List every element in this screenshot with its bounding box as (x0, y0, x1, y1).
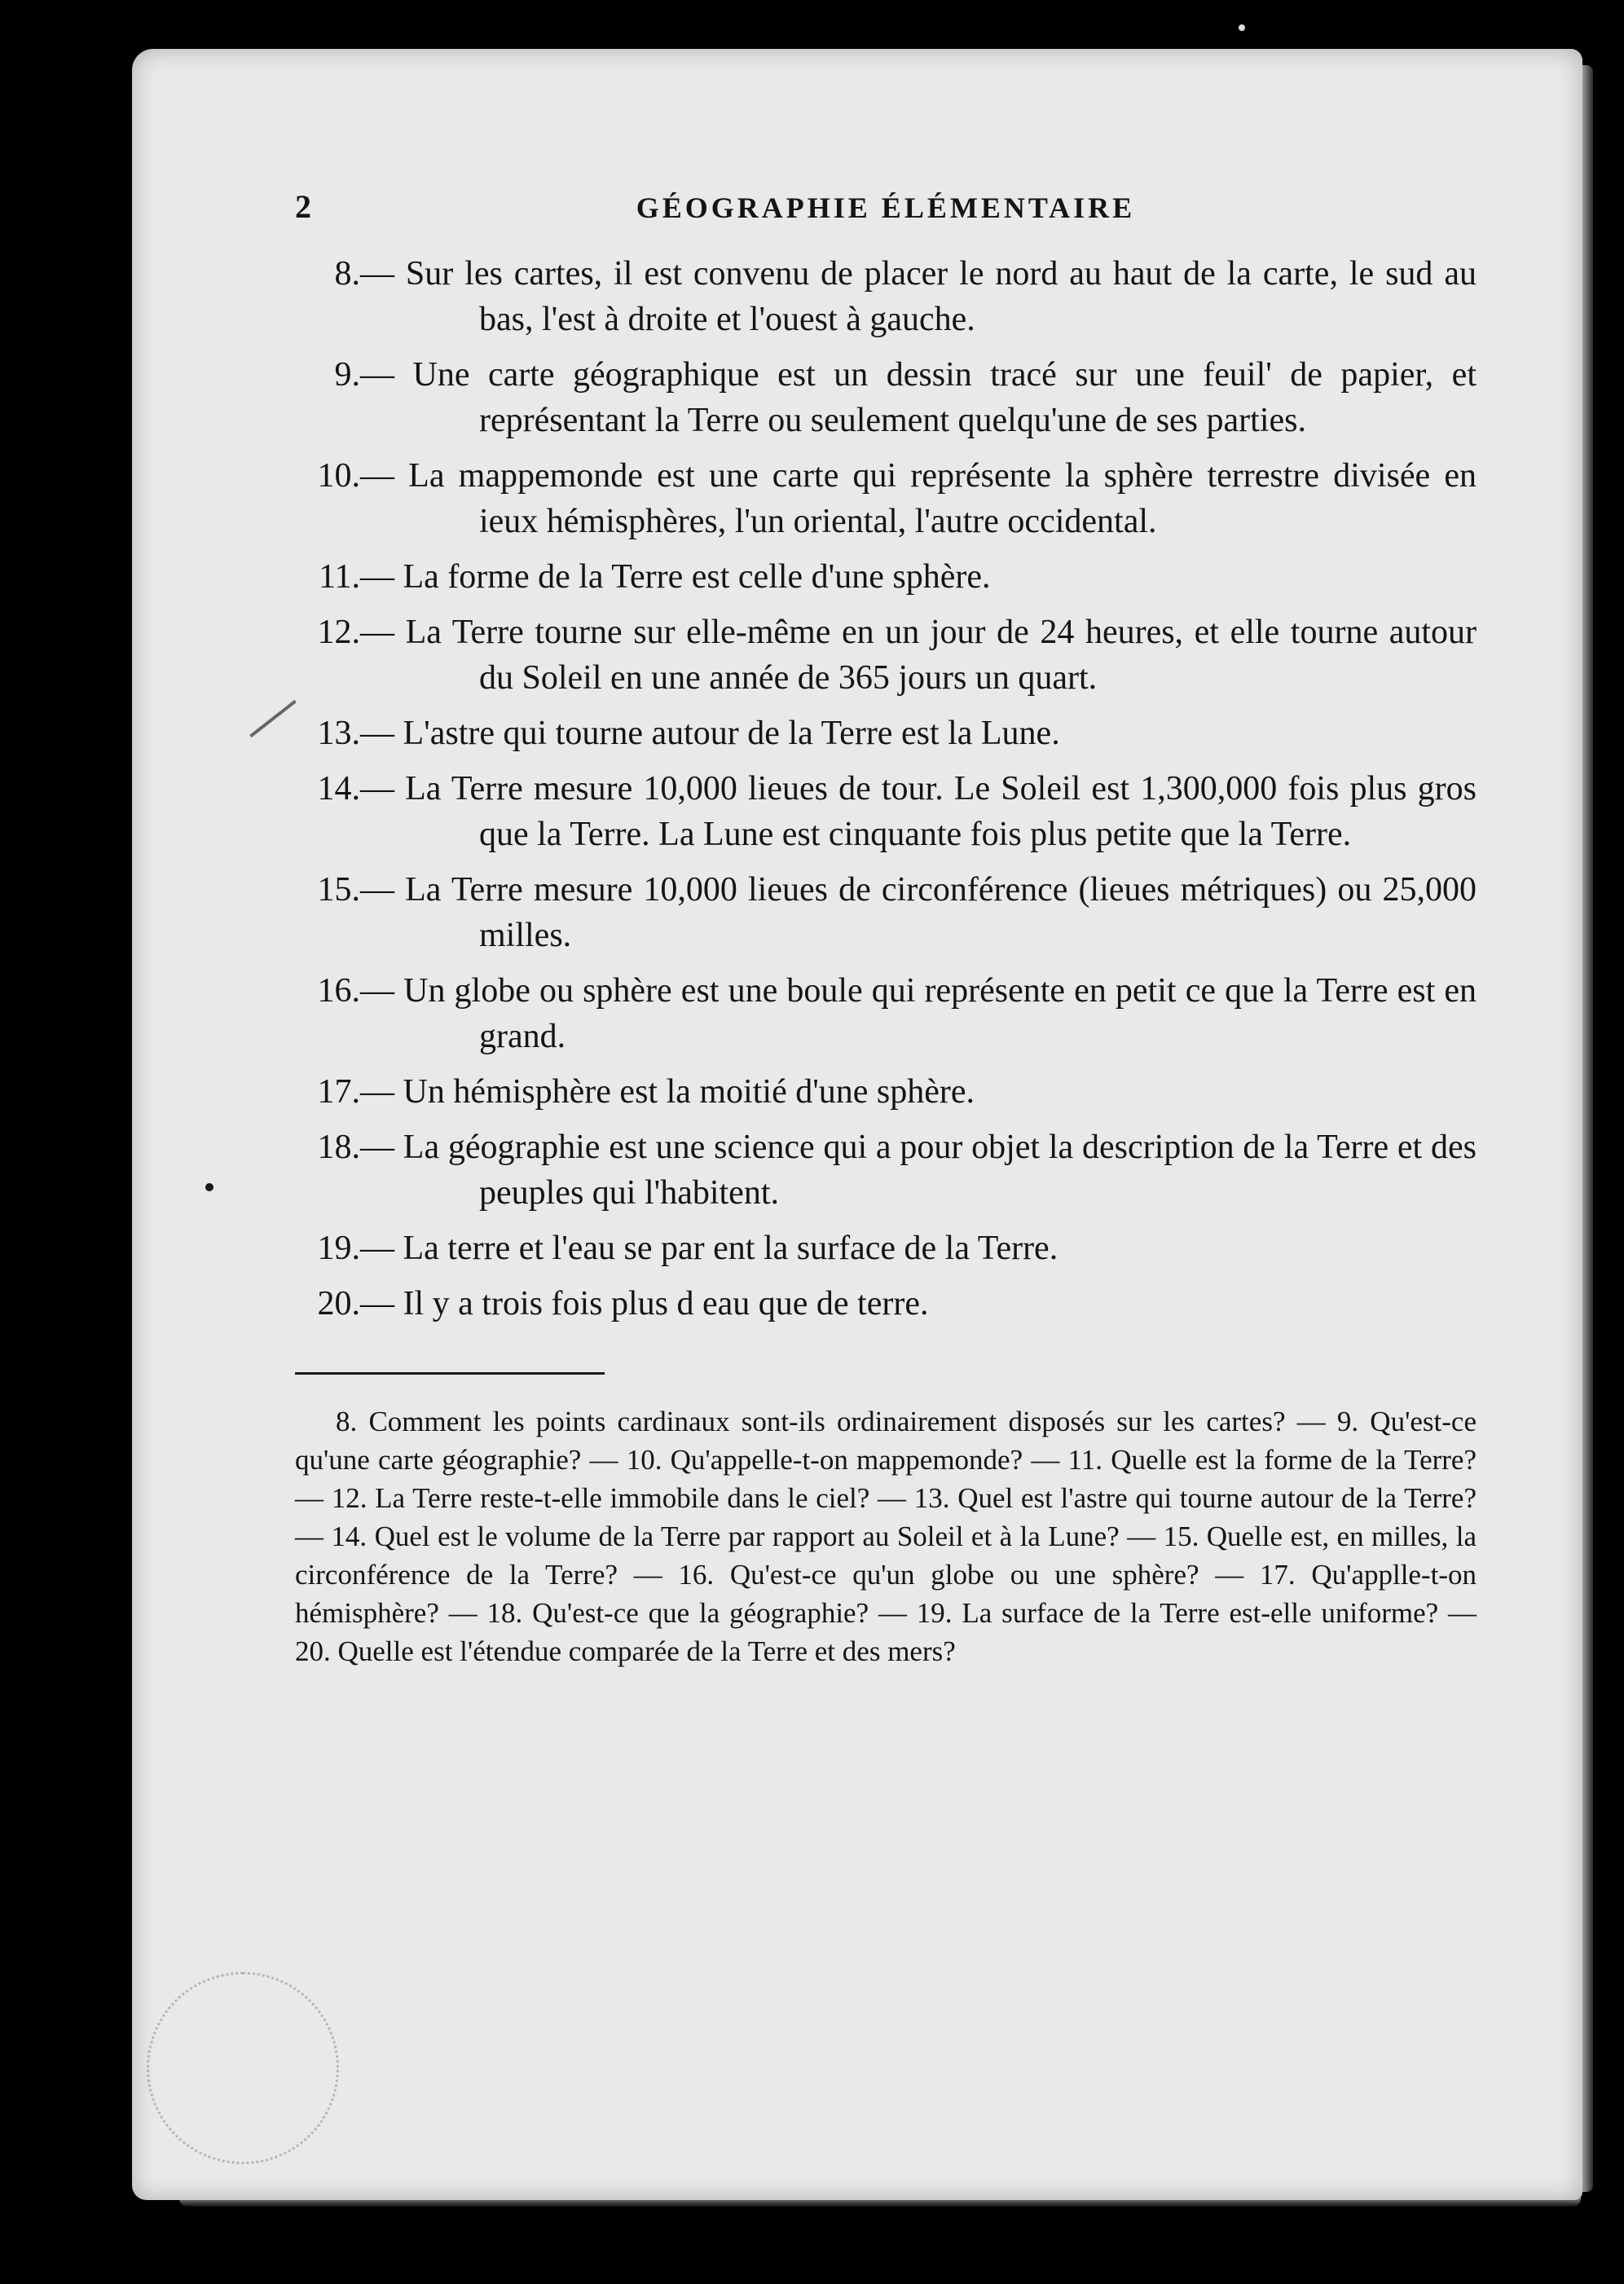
item-number: 14. (317, 770, 360, 808)
item-number: 10. (317, 457, 360, 495)
item-text: — Une carte géographique est un dessin tracé sur une feuil' de papier, et représentant la Terre ou seulement quelqu'une de ses parties. (360, 356, 1477, 439)
list-item (295, 711, 1477, 756)
item-text: — La mappemonde est une carte qui représente la sphère terrestre divisée en ieux hémisphères, l'un oriental, l'autre occidental. (360, 457, 1477, 540)
list-item (295, 1069, 1477, 1115)
list-item (295, 554, 1477, 600)
list-item (295, 610, 1477, 701)
list-item (295, 1226, 1477, 1271)
list-item (295, 453, 1477, 544)
page-number: 2 (295, 188, 311, 225)
page-header (295, 187, 1477, 244)
item-number: 12. (317, 614, 360, 651)
running-head: GÉOGRAPHIE ÉLÉMENTAIRE (636, 191, 1136, 224)
item-text: — La terre et l'eau se par ent la surface de la Terre. (360, 1230, 1058, 1267)
item-number: 19. (317, 1230, 360, 1267)
numbered-items (295, 251, 1477, 1327)
item-text: — Un globe ou sphère est une boule qui représente en petit ce que la Terre est en grand. (360, 972, 1477, 1055)
item-text: — La forme de la Terre est celle d'une sphère. (360, 558, 991, 596)
item-number: 9. (334, 356, 360, 394)
footnote-rule (295, 1372, 605, 1375)
list-item (295, 1124, 1477, 1216)
dust-spot (1239, 24, 1245, 31)
item-text: — La Terre mesure 10,000 lieues de tour. Le Soleil est 1,300,000 fois plus gros que la Terre. La Lune est cinquante fois plus petite que la Terre. (360, 770, 1477, 853)
item-text: — La géographie est une science qui a pour objet la description de la Terre et des peuples qui l'habitent. (360, 1129, 1477, 1212)
page-content (295, 187, 1477, 1670)
list-item (295, 352, 1477, 443)
item-text: — Sur les cartes, il est convenu de placer le nord au haut de la carte, le sud au bas, l'est à droite et l'ouest à gauche. (360, 255, 1477, 338)
item-number: 11. (319, 558, 360, 596)
list-item (295, 251, 1477, 342)
faded-library-stamp (147, 1972, 339, 2164)
item-number: 8. (334, 255, 360, 293)
item-number: 17. (317, 1073, 360, 1111)
item-text: — Un hémisphère est la moitié d'une sphère. (360, 1073, 975, 1111)
item-text: — La Terre tourne sur elle-même en un jour de 24 heures, et elle tourne autour du Soleil en une année de 365 jours un quart. (360, 614, 1477, 697)
list-item (295, 968, 1477, 1059)
item-text: — L'astre qui tourne autour de la Terre est la Lune. (360, 715, 1060, 752)
review-questions: 8. Comment les points cardinaux sont-ils ordinairement disposés sur les cartes? — 9. Qu'est-ce qu'une carte géographie? — 10. Qu'appelle-t-on mappemonde? — 11. Quelle est la forme de la Terre? — 12. La Terre reste-t-elle immobile dans le ciel? — 13. Quel est l'astre qui tourne autour de la Terre? — 14. Quel est le volume de la Terre par rapport au Soleil et à la Lune? — 15. Quelle est, en milles, la circonférence de la Terre? — 16. Qu'est-ce qu'un globe ou une sphère? — 17. Qu'applle-t-on hémisphère? — 18. Qu'est-ce que la géographie? — 19. La surface de la Terre est-elle uniforme? — 20. Quelle est l'étendue comparée de la Terre et des mers? (295, 1406, 1477, 1667)
list-item (295, 867, 1477, 958)
item-number: 13. (317, 715, 360, 752)
list-item (295, 1281, 1477, 1327)
item-text: — La Terre mesure 10,000 lieues de circonférence (lieues métriques) ou 25,000 milles. (360, 871, 1477, 954)
item-number: 20. (317, 1285, 360, 1322)
item-number: 18. (317, 1129, 360, 1166)
list-item (295, 766, 1477, 857)
ink-spot (205, 1183, 213, 1191)
item-text: — Il y a trois fois plus d eau que de terre. (360, 1285, 929, 1322)
item-number: 16. (317, 972, 360, 1010)
item-number: 15. (317, 871, 360, 909)
